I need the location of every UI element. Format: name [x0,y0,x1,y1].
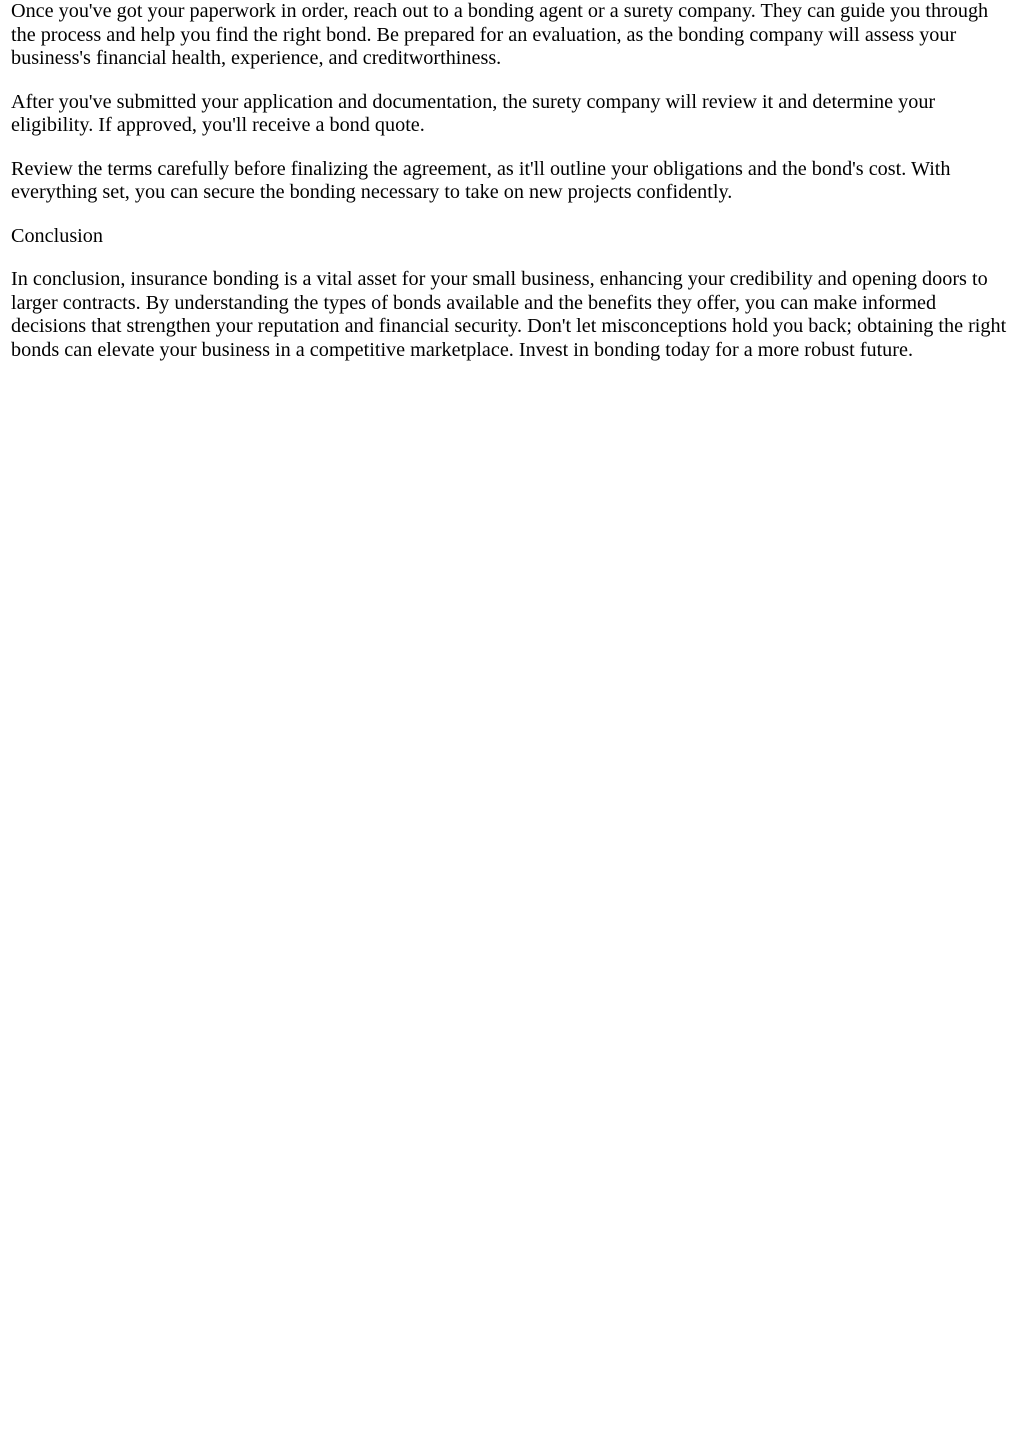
paragraph-contact-agent: Once you've got your paperwork in order, reach out to a bonding agent or a surety company. They can guide you through the process and help you find the right bond. Be prepared for an evaluation, as the bonding company will assess your business's financial health, experience, and creditworthiness. [11,0,989,69]
section-heading-conclusion: Conclusion [11,224,103,247]
paragraph-review-terms: Review the terms carefully before finalizing the agreement, as it'll outline your obligations and the bond's cost. With everything set, you can secure the bonding necessary to take on new projects confidently. [11,157,951,203]
document-body [11,0,1014,382]
paragraph-application-review: After you've submitted your application and documentation, the surety company will review it and determine your eligibility. If approved, you'll receive a bond quote. [11,90,936,136]
paragraph-conclusion: In conclusion, insurance bonding is a vital asset for your small business, enhancing your credibility and opening doors to larger contracts. By understanding the types of bonds available and the benefits they offer, you can make informed decisions that strengthen your reputation and financial security. Don't let misconceptions hold you back; obtaining the right bonds can elevate your business in a competitive marketplace. Invest in bonding today for a more robust future. [11,268,1007,361]
